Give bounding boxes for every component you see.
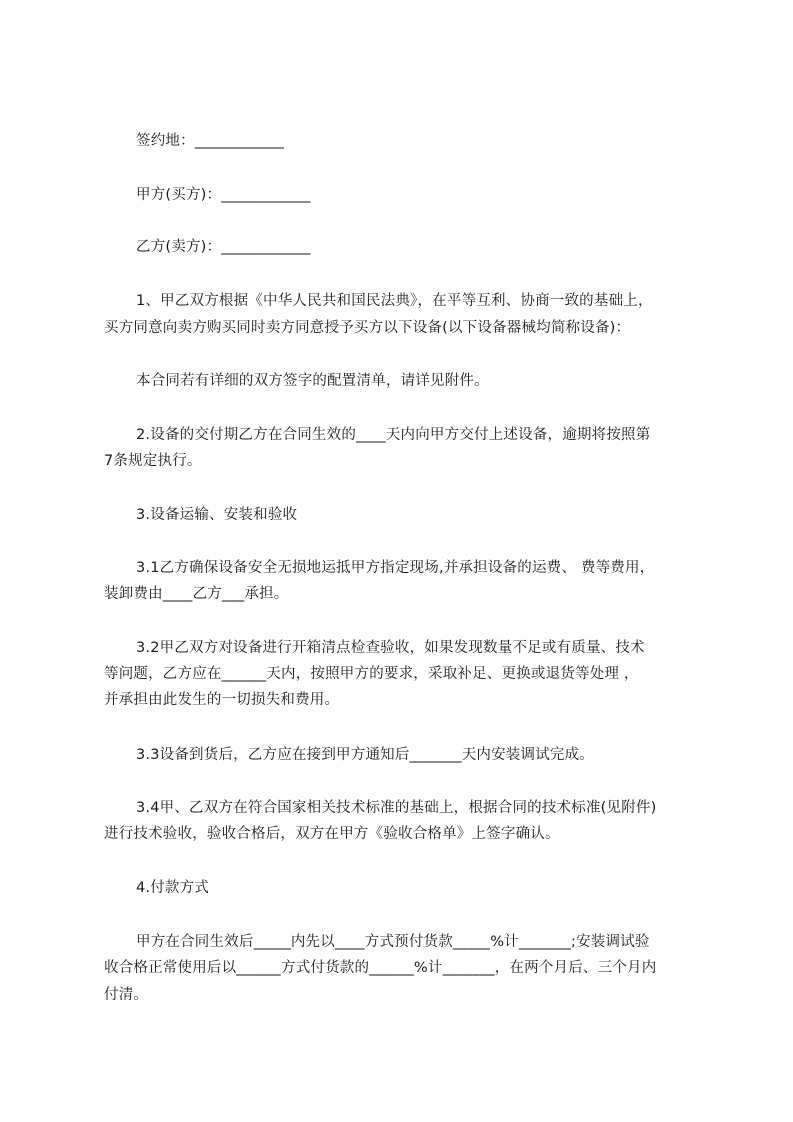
clause-3-4-line-1: 3.4甲、乙双方在符合国家相关技术标准的基础上，根据合同的技术标准(见附件)	[136, 800, 657, 816]
clause-3-2-line-1: 3.2甲乙双方对设备进行开箱清点检查验收，如果发现数量不足或有质量、技术	[136, 640, 645, 656]
party-b-line: 乙方(卖方)：____________	[136, 239, 311, 255]
clause-3-1-line-2: 装卸费由____乙方___承担。	[104, 586, 289, 602]
party-a-line: 甲方(买方)：____________	[136, 187, 311, 203]
clause-3-2-line-3: 并承担由此发生的一切损失和费用。	[104, 692, 340, 708]
clause-3-1-line-1: 3.1乙方确保设备安全无损地运抵甲方指定现场,并承担设备的运费、 费等费用，	[136, 560, 655, 576]
clause-1-line-2: 买方同意向卖方购买同时卖方同意授予买方以下设备(以下设备器械均简称设备)：	[104, 320, 631, 336]
clause-3-3-line: 3.3设备到货后，乙方应在接到甲方通知后_______天内安装调试完成。	[136, 747, 595, 763]
clause-1-line-1: 1、甲乙双方根据《中华人民共和国民法典》，在平等互利、协商一致的基础上，	[136, 293, 653, 309]
clause-3-4-line-2: 进行技术验收，验收合格后，双方在甲方《验收合格单》上签字确认。	[104, 826, 560, 842]
signing-place-line: 签约地：____________	[136, 133, 285, 149]
clause-2-line-2: 7条规定执行。	[104, 453, 202, 469]
payment-line-3: 付清。	[104, 987, 149, 1003]
attachment-note: 本合同若有详细的双方签字的配置清单，请详见附件。	[136, 373, 489, 389]
payment-line-2: 收合格正常使用后以______方式付货款的______%计_______，在两个月后、三个月内	[104, 960, 657, 976]
clause-3-2-line-2: 等问题，乙方应在______天内，按照甲方的要求，采取补足、更换或退货等处理 ，	[104, 666, 639, 682]
clause-3-heading: 3.设备运输、安装和验收	[136, 507, 298, 523]
payment-line-1: 甲方在合同生效后_____内先以____方式预付货款_____%计_______;安装调试验	[136, 934, 650, 950]
clause-4-heading: 4.付款方式	[136, 880, 210, 896]
clause-2-line-1: 2.设备的交付期乙方在合同生效的____天内向甲方交付上述设备，逾期将按照第	[136, 427, 651, 443]
